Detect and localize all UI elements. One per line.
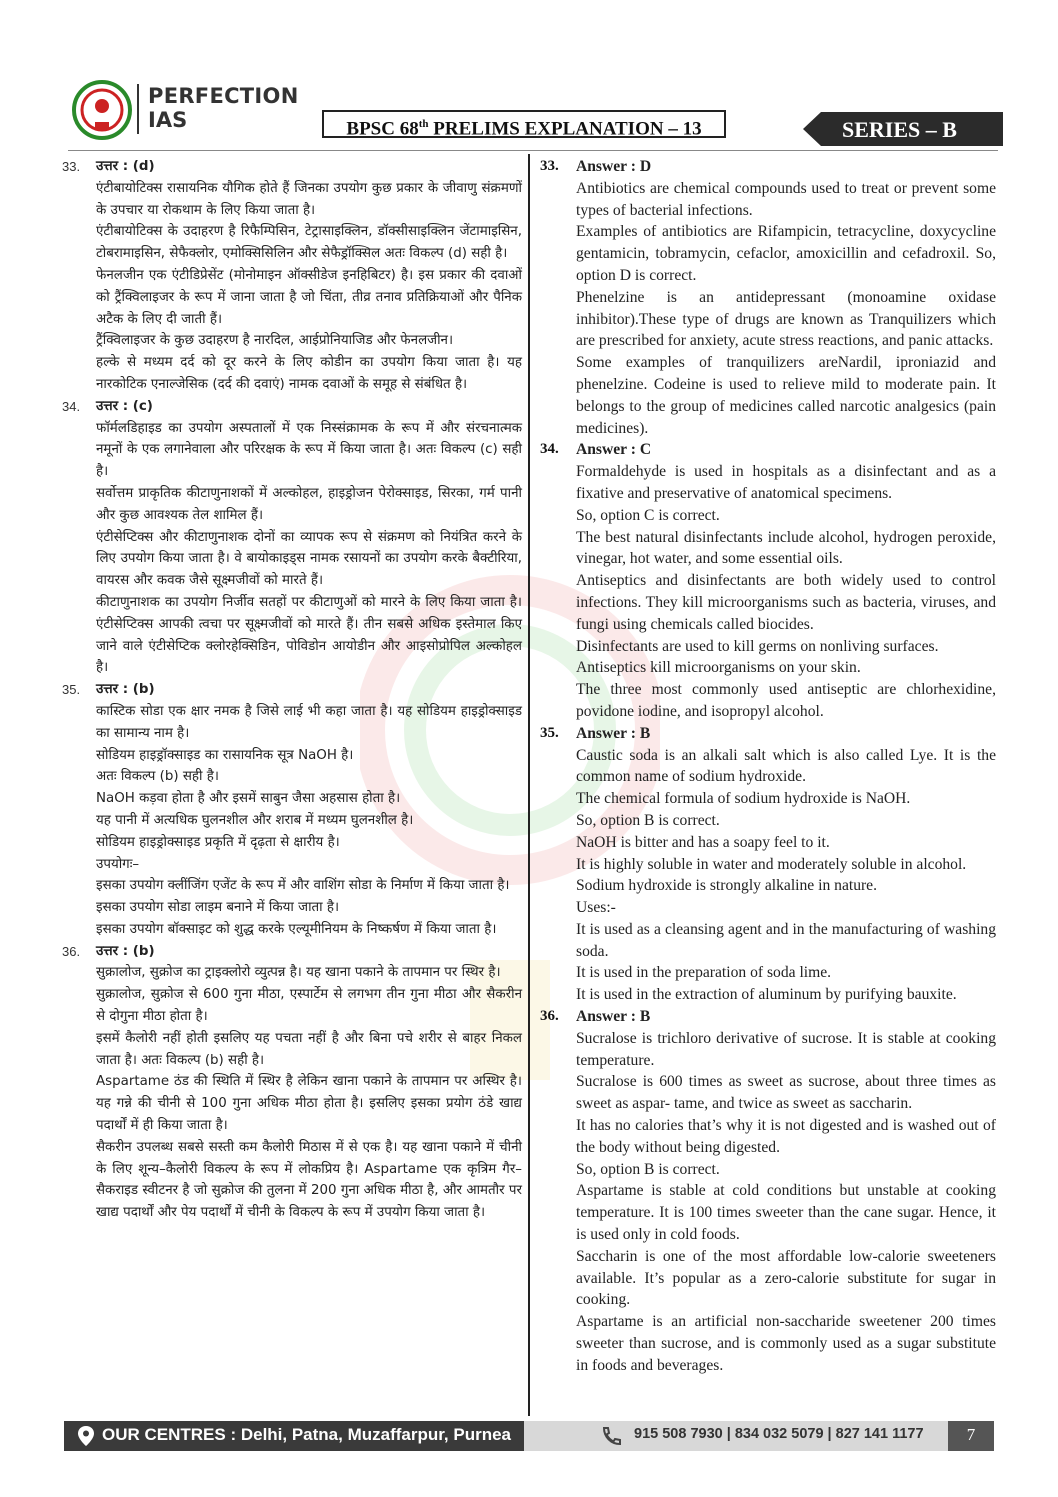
answer-label: उत्तर : (b) <box>96 682 155 698</box>
explanation-paragraph: Sucralose is 600 times as sweet as sucrose, about three times as sweet as aspar- tame, and twice as sweet as saccharin. <box>576 1073 996 1113</box>
answer-label: Answer : B <box>576 1008 651 1026</box>
question-number: 33. <box>62 159 81 174</box>
footer-centres: OUR CENTRES : Delhi, Patna, Muzaffarpur, Purnea <box>102 1425 512 1444</box>
question-block <box>62 941 522 1224</box>
explanation-paragraph: Caustic soda is an alkali salt which is also called Lye. It is the common name of sodium hydroxide. <box>576 746 996 786</box>
explanation-paragraph: The best natural disinfectants include alcohol, hydrogen peroxide, vinegar, hot water, and some essential oils. <box>576 528 996 568</box>
explanation-paragraph: It is used in the extraction of aluminum by purifying bauxite. <box>576 986 957 1004</box>
explanation-paragraph: Aspartame is stable at cold conditions but unstable at cooking temperature. It is 100 times sweeter than the cane sugar. Hence, it is used only in cold foods. <box>576 1182 996 1244</box>
page-number: 7 <box>948 1421 994 1451</box>
explanation-paragraph: इसका उपयोग सोडा लाइम बनाने में किया जाता है। <box>96 900 340 916</box>
explanation-paragraph: So, option B is correct. <box>576 811 720 829</box>
explanation-paragraph: एंटीबायोटिक्स के उदाहरण है रिफैम्पिसिन, टेट्रासाइक्लिन, डॉक्सीसाइक्लिन जेंटामाइसिन, टोबरामाइसिन, सेफैक्लोर, एमोक्सिसिलिन और सेफैड्रॉक्सिल अतः विकल्प (d) सही है। <box>96 224 522 262</box>
answer-label: Answer : C <box>576 441 652 459</box>
location-pin-icon <box>78 1426 94 1446</box>
answer-label: Answer : D <box>576 158 652 175</box>
explanation-paragraph: The chemical formula of sodium hydroxide is NaOH. <box>576 790 911 808</box>
page-title: BPSC 68th PRELIMS EXPLANATION – 13 <box>322 110 726 138</box>
explanation-paragraph: The three most commonly used antiseptic are chlorhexidine, povidone iodine, and isopropyl alcohol. <box>576 681 996 720</box>
explanation-paragraph: It is used in the preparation of soda lime. <box>576 964 832 982</box>
explanation-paragraph: Antiseptics kill microorganisms on your skin. <box>576 659 861 677</box>
explanation-paragraph: NaOH is bitter and has a soapy feel to it. <box>576 833 830 851</box>
explanation-paragraph: एंटीबायोटिक्स रासायनिक यौगिक होते हैं जिनका उपयोग कुछ प्रकार के जीवाणु संक्रमणों के उपचार या रोकथाम के लिए किया जाता है। <box>96 180 522 218</box>
question-block <box>540 723 996 1006</box>
explanation-paragraph: Sodium hydroxide is strongly alkaline in nature. <box>576 877 878 895</box>
explanation-paragraph: It is used as a cleansing agent and in the manufacturing of washing soda. <box>576 920 996 960</box>
brand-separator <box>137 84 139 134</box>
explanation-paragraph: सोडियम हाइड्रोक्साइड प्रकृति में दृढ़ता से क्षारीय है। <box>96 834 340 850</box>
header-divider <box>68 150 998 151</box>
explanation-paragraph: कास्टिक सोडा एक क्षार नमक है जिसे लाई भी कहा जाता है। यह सोडियम हाइड्रोक्साइड का सामान्य नाम है। <box>96 703 522 741</box>
phone-icon <box>600 1426 622 1446</box>
question-block <box>62 156 522 396</box>
explanation-paragraph: It is highly soluble in water and moderately soluble in alcohol. <box>576 855 967 873</box>
explanation-paragraph: Saccharin is one of the most affordable low-calorie sweeteners available. It’s popular as a zero-calorie substitute for sugar in cooking. <box>576 1247 996 1309</box>
explanation-paragraph: सैकरीन उपलब्ध सबसे सस्ती कम कैलोरी मिठास में से एक है। यह खाना पकाने में चीनी के लिए शून्य–कैलोरी विकल्प के रूप में लोकप्रिय है। Aspartame एक कृत्रिम गैर–सैकराइड स्वीटनर है जो सुक्रोज की तुलना में 200 गुना अधिक मीठा है, और आमतौर पर खाद्य पदार्थों और पेय पदार्थों में चीनी के विकल्प के रूप में उपयोग किया जाता है। <box>96 1139 522 1221</box>
explanation-paragraph: Phenelzine is an antidepressant (monoamine oxidase inhibitor).These type of drugs are known as Tranquilizers which are prescribed for anxiety, acute stress reactions, and panic attacks. <box>576 288 996 350</box>
question-number: 36. <box>540 1008 559 1025</box>
explanation-paragraph: इसका उपयोग बॉक्साइट को शुद्ध करके एल्यूमीनियम के निष्कर्षण में किया जाता है। <box>96 921 497 937</box>
explanation-paragraph: कीटाणुनाशक का उपयोग निर्जीव सतहों पर कीटाणुओं को मारने के लिए किया जाता है। एंटीसेप्टिक्स आपकी त्वचा पर सूक्ष्मजीवों को मारते हैं। तीन सबसे अधिक इस्तेमाल किए जाने वाले एंटीसेप्टिक क्लोरहेक्सिडिन, पोविडोन आयोडीन और आइसोप्रोपिल अल्कोहल है। <box>96 594 522 676</box>
explanation-paragraph: Examples of antibiotics are Rifampicin, tetracycline, doxycycline gentamicin, tobramycin, cefaclor, amoxicillin and cefadroxil. So, option D is correct. <box>576 223 996 284</box>
explanation-paragraph: Uses:- <box>576 899 616 917</box>
explanation-paragraph: सुक्रालोज, सुक्रोज का ट्राइक्लोरो व्युत्पन्न है। यह खाना पकाने के तापमान पर स्थिर है। <box>96 965 501 981</box>
answer-label: उत्तर : (d) <box>96 159 155 174</box>
explanation-paragraph: Sucralose is trichloro derivative of sucrose. It is stable at cooking temperature. <box>576 1029 996 1069</box>
explanation-paragraph: It has no calories that’s why it is not digested and is washed out of the body without being digested. <box>576 1117 996 1156</box>
question-block <box>62 679 522 941</box>
question-number: 34. <box>540 441 559 458</box>
footer-phones: 915 508 7930 | 834 032 5079 | 827 141 1177 <box>634 1426 924 1442</box>
explanation-paragraph: फॉर्मलडिहाइड का उपयोग अस्पतालों में एक निस्संक्रामक के रूप में और संरचनात्मक नमूनों के एक लगानेवाला और परिरक्षक के रूप में किया जाता है। अतः विकल्प (c) सही है। <box>96 420 522 480</box>
question-block <box>62 396 522 679</box>
explanation-paragraph: इसका उपयोग क्लींजिंग एजेंट के रूप में और वाशिंग सोडा के निर्माण में किया जाता है। <box>96 878 510 894</box>
explanation-paragraph: ट्रैंक्विलाइजर के कुछ उदाहरण है नारदिल, आईप्रोनियाजिड और फेनलजीन। <box>96 333 454 349</box>
question-block <box>540 1006 996 1377</box>
explanation-paragraph: Aspartame ठंड की स्थिति में स्थिर है लेकिन खाना पकाने के तापमान पर अस्थिर है। यह गन्ने की चीनी से 100 गुना अधिक मीठा होता है। इसलिए इसका प्रयोग ठंडे खाद्य पदार्थों में ही किया जाता है। <box>96 1074 522 1134</box>
explanation-paragraph: इसमें कैलोरी नहीं होती इसलिए यह पचता नहीं है और बिना पचे शरीर से बाहर निकल जाता है। अतः विकल्प (b) सही है। <box>96 1030 522 1068</box>
perfection-ias-logo <box>72 80 132 140</box>
explanation-paragraph: सोडियम हाइड्रॉक्साइड का रासायनिक सूत्र NaOH है। <box>96 747 354 763</box>
question-number: 35. <box>540 724 559 741</box>
answer-label: Answer : B <box>576 724 651 742</box>
question-number: 34. <box>62 398 81 414</box>
column-divider <box>528 154 530 1416</box>
question-number: 35. <box>62 682 81 698</box>
answer-label: उत्तर : (b) <box>96 943 155 959</box>
series-label: SERIES – B <box>842 117 957 142</box>
question-block <box>540 439 996 722</box>
explanation-paragraph: NaOH कड़वा होता है और इसमें साबुन जैसा अहसास होता है। <box>96 791 401 807</box>
explanation-paragraph: So, option B is correct. <box>576 1160 720 1178</box>
question-number: 36. <box>62 943 81 959</box>
brand-suffix: IAS <box>148 108 188 132</box>
answer-label: उत्तर : (c) <box>96 398 153 414</box>
explanation-paragraph: सर्वोत्तम प्राकृतिक कीटाणुनाशकों में अल्कोहल, हाइड्रोजन पेरोक्साइड, सिरका, गर्म पानी और कुछ आवश्यक तेल शामिल हैं। <box>96 485 522 523</box>
english-column <box>540 156 996 1377</box>
explanation-paragraph: यह पानी में अत्यधिक घुलनशील और शराब में मध्यम घुलनशील है। <box>96 812 414 828</box>
explanation-paragraph: उपयोगः– <box>96 856 140 872</box>
hindi-column <box>62 156 522 1224</box>
explanation-paragraph: Antiseptics and disinfectants are both widely used to control infections. They kill microorganisms such as bacteria, viruses, and fungi using chemicals called biocides. <box>576 572 996 633</box>
brand-name: PERFECTION <box>148 84 299 108</box>
explanation-paragraph: अतः विकल्प (b) सही है। <box>96 769 219 785</box>
explanation-paragraph: सुक्रालोज, सुक्रोज से 600 गुना मीठा, एस्पार्टेम से लगभग तीन गुना मीठा और सैकरीन से दोगुना मीठा होता है। <box>96 987 522 1025</box>
explanation-paragraph: Disinfectants are used to kill germs on nonliving surfaces. <box>576 637 939 655</box>
explanation-paragraph: Aspartame is an artificial non-saccharide sweetener 200 times sweeter than sucrose, and is commonly used as a sugar substitute in foods and beverages. <box>576 1313 996 1374</box>
explanation-paragraph: फेनलजीन एक एंटीडिप्रेसेंट (मोनोमाइन ऑक्सीडेज इनहिबिटर) है। इस प्रकार की दवाओं को ट्रैंक्विलाइजर के रूप में जाना जाता है जो चिंता, तीव्र तनाव प्रतिक्रियाओं और पैनिक अटैक के लिए दी जाती हैं। <box>96 267 522 327</box>
explanation-paragraph: So, option C is correct. <box>576 506 720 524</box>
explanation-paragraph: एंटीसेप्टिक्स और कीटाणुनाशक दोनों का व्यापक रूप से संक्रमण को नियंत्रित करने के लिए उपयोग किया जाता है। वे बायोकाइड्स नामक रसायनों का उपयोग करके बैक्टीरिया, वायरस और कवक जैसे सूक्ष्मजीवों को मारते हैं। <box>96 529 522 589</box>
explanation-paragraph: Some examples of tranquilizers areNardil, iproniazid and phenelzine. Codeine is used to relieve mild to moderate pain. It belongs to the group of medicines called narcotic analgesics (pain medicines). <box>576 354 996 437</box>
question-number: 33. <box>540 158 559 174</box>
explanation-paragraph: Formaldehyde is used in hospitals as a disinfectant and as a fixative and preservative of anatomical specimens. <box>576 463 996 502</box>
explanation-paragraph: Antibiotics are chemical compounds used to treat or prevent some types of bacterial infections. <box>576 179 996 219</box>
question-block <box>540 156 996 439</box>
explanation-paragraph: हल्के से मध्यम दर्द को दूर करने के लिए कोडीन का उपयोग किया जाता है। यह नारकोटिक एनाल्जेसिक (दर्द की दवाएं) नामक दवाओं के समूह से संबंधित है। <box>96 355 522 392</box>
